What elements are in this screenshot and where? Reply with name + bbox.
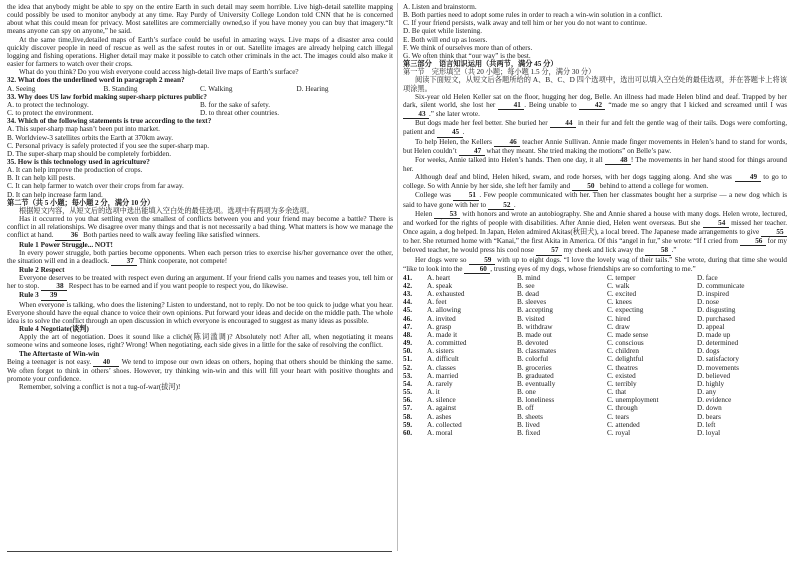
choice-option[interactable]: D. Be quiet while listening. <box>403 27 483 36</box>
answer-choice[interactable]: C. existed <box>607 371 636 380</box>
answer-choice[interactable]: B. mind <box>517 273 541 282</box>
column-divider <box>397 3 398 551</box>
answer-choice[interactable]: D. determined <box>697 339 739 348</box>
answer-choice[interactable]: B. withdraw <box>517 322 553 331</box>
blank-59[interactable]: 59 <box>469 256 495 265</box>
answer-choice[interactable]: A. feet <box>427 298 447 307</box>
answer-row <box>403 290 787 298</box>
answer-number: 41. <box>403 273 412 282</box>
answer-choice[interactable]: A. invited <box>427 314 456 323</box>
rule-1-heading: Rule 1 Power Struggle... NOT! <box>19 240 113 249</box>
blank-56[interactable]: 56 <box>740 237 766 246</box>
blank-42[interactable]: 42 <box>579 101 605 110</box>
passage-paragraph: When everyone is talking, who does the listening? Listen to understand, not to reply. Do not be too quick to judge what you hear. Everyone should have the equal chance to voice their own opinions. Put forward your ideas and decide on the middle path. The whole idea is to solve the conflict through an open discussion in which everyone is encouraged to suggest as many ideas as possible. <box>7 300 393 325</box>
blank-52[interactable]: 52 <box>488 201 514 210</box>
cloze-answer-options <box>403 274 787 437</box>
answer-number: 53. <box>403 371 412 380</box>
answer-choice[interactable]: A. moral <box>427 428 453 437</box>
answer-choice[interactable]: A. grasp <box>427 322 452 331</box>
blank-46[interactable]: 46 <box>494 138 520 147</box>
answer-number: 56. <box>403 396 412 405</box>
choice-option[interactable]: E. Both will end up as losers. <box>403 35 488 44</box>
answer-choice[interactable]: C. children <box>607 347 639 356</box>
blank-49[interactable]: 49 <box>735 173 761 182</box>
answer-choice[interactable]: D. dogs <box>697 347 720 356</box>
passage-paragraph: Remember, solving a conflict is not a tug-of-war(拔河)! <box>19 383 181 392</box>
blank-44[interactable]: 44 <box>550 119 576 128</box>
answer-row <box>403 364 787 372</box>
answer-number: 57. <box>403 404 412 413</box>
answer-row <box>403 282 787 290</box>
option[interactable]: C. Personal privacy is safely protected if you see the super-sharp map. <box>7 141 210 150</box>
blank-37[interactable]: 37 <box>111 257 137 266</box>
option[interactable]: A. This super-sharp map hasn’t been put into market. <box>7 125 160 134</box>
answer-row <box>403 372 787 380</box>
option[interactable]: B. It can help kill pests. <box>7 174 76 183</box>
choice-option[interactable]: F. We think of ourselves more than of others. <box>403 43 533 52</box>
answer-number: 48. <box>403 330 412 339</box>
answer-number: 45. <box>403 306 412 315</box>
answer-choice[interactable]: D. any <box>697 388 717 397</box>
answer-choice[interactable]: A. made it <box>427 330 458 339</box>
answer-row <box>403 315 787 323</box>
question-32: 32. What does the underlined word in paragraph 2 mean? <box>7 76 185 85</box>
option[interactable]: C. Walking <box>200 84 233 93</box>
answer-row <box>403 323 787 331</box>
cloze-paragraph: But dogs made her feel better. She buried her 44 in their fur and felt the gentle wag of their tails. Dogs were comforting, patient and 45 . <box>403 119 787 137</box>
answer-choice[interactable]: D. bears <box>697 412 721 421</box>
answer-choice[interactable]: C. conscious <box>607 339 644 348</box>
answer-choice[interactable]: D. down <box>697 404 722 413</box>
option[interactable]: C. It can help farmer to watch over their crops from far away. <box>7 182 184 191</box>
blank-54[interactable]: 54 <box>703 219 729 228</box>
answer-number: 50. <box>403 347 412 356</box>
answer-choice[interactable]: B. lived <box>517 420 540 429</box>
option[interactable]: B. for the sake of safety. <box>200 100 270 109</box>
answer-choice[interactable]: C. tears <box>607 412 629 421</box>
answer-choice[interactable]: D. evidence <box>697 396 732 405</box>
answer-choice[interactable]: B. dead <box>517 290 539 299</box>
answer-choice[interactable]: A. ashes <box>427 412 452 421</box>
answer-choice[interactable]: C. walk <box>607 282 630 290</box>
answer-number: 52. <box>403 363 412 372</box>
answer-row <box>403 331 787 339</box>
answer-choice[interactable]: B. fixed <box>517 428 541 437</box>
passage-paragraph: Being a teenager is not easy. 40 We tend to impose our own ideas on others, hoping that others should be thinking the same. We often forget to think in others’ shoes. However, try thinking win-win and this will fill your heart with positive thoughts and promote your confidence. <box>7 357 394 384</box>
answer-choice[interactable]: D. satisfactory <box>697 355 739 364</box>
option[interactable]: A. Seeing <box>7 84 36 93</box>
answer-choice[interactable]: D. purchased <box>697 314 735 323</box>
passage-paragraph: Has it occurred to you that settling even the smallest of conflicts between you and your friend may become a battle? There is conflict in all relationships. We disagree over many things and that is not necessarily a bad thing. What matters is how we manage the conflict at hand. 36 Both parties need to walk away feeling like satisfied winners. <box>7 215 393 240</box>
rule-4-heading: Rule 4 Negotiate(谈判) <box>19 325 89 334</box>
answer-choice[interactable]: B. classmates <box>517 347 557 356</box>
answer-number: 59. <box>403 420 412 429</box>
answer-choice[interactable]: C. royal <box>607 428 631 437</box>
answer-choice[interactable]: A. committed <box>427 339 467 348</box>
blank-57[interactable]: 57 <box>536 246 562 255</box>
answer-choice[interactable]: A. speak <box>427 282 453 290</box>
answer-choice[interactable]: B. eventually <box>517 379 556 388</box>
answer-row <box>403 429 787 437</box>
rule-3-heading: Rule 3 39 <box>7 291 393 300</box>
choice-option[interactable]: G. We often think that “our way” is the best. <box>403 51 531 60</box>
answer-choice[interactable]: C. through <box>607 404 638 413</box>
answer-choice[interactable]: A. silence <box>427 396 456 405</box>
passage-paragraph: Apply the art of negotiation. Does it sound like a cliché(陈词滥调)? Absolutely not! After all, when negotiating it means someone wins and someone loses, right? Wrong! When negotiating, each side gives in a little for the sake of resolving the conflict. <box>7 333 393 350</box>
blank-53[interactable]: 53 <box>434 210 460 219</box>
question-35: 35. How is this technology used in agriculture? <box>7 157 150 166</box>
passage-paragraph: In every power struggle, both parties become opponents. When each person tries to exercise his/her governance over the other, the situation will end in a deadlock. 37 Think cooperate, not compete! <box>7 248 393 265</box>
answer-choice[interactable]: B. devoted <box>517 339 549 348</box>
answer-choice[interactable]: D. communicate <box>697 282 745 290</box>
answer-choice[interactable]: D. believed <box>697 371 731 380</box>
left-column <box>7 3 393 391</box>
blank-47[interactable]: 47 <box>459 147 485 156</box>
cloze-paragraph: To help Helen, the Kellers 46 teacher Annie Sullivan. Annie made finger movements in Helen’s hand to stand for words, but Helen couldn’t 47 what they meant. She tried making the motions” on Belle’s paw. <box>403 137 787 155</box>
answer-choice[interactable]: D. left <box>697 420 716 429</box>
answer-row <box>403 274 787 282</box>
answer-row <box>403 404 787 412</box>
choice-option[interactable]: C. If your friend persists, walk away and tell him or her you do not want to continue. <box>403 19 647 28</box>
answer-choice[interactable]: A. heart <box>427 273 451 282</box>
option[interactable]: A. to protect the technology. <box>7 100 89 109</box>
section-2-title: 第二节（共 5 小题；每小题 2 分，满分 10 分） <box>7 198 155 207</box>
blank-55[interactable]: 55 <box>761 228 787 237</box>
blank-45[interactable]: 45 <box>437 128 463 137</box>
cloze-paragraph: College was 51 . Few people communicated with her. Then her classmates bought her a surprise — a new dog which is said to have gone with her to 52 . <box>403 191 787 209</box>
answer-number: 55. <box>403 388 412 397</box>
answer-choice[interactable]: D. loyal <box>697 428 721 437</box>
answer-choice[interactable]: A. rarely <box>427 379 453 388</box>
answer-choice[interactable]: B. loneliness <box>517 396 555 405</box>
answer-choice[interactable]: B. accepting <box>517 306 553 315</box>
answer-row <box>403 306 787 314</box>
answer-row <box>403 421 787 429</box>
cloze-paragraph: Her dogs were so 59 with up to eight dogs. “I love the lovely wag of their tails.” She wrote, during that time she would “like to look into the 60 , trusting eyes of my dogs, whose friendships are so comforting to me.” <box>403 255 787 273</box>
answer-choice[interactable]: C. temper <box>607 273 636 282</box>
answer-number: 47. <box>403 322 412 331</box>
answer-choice[interactable]: A. married <box>427 371 459 380</box>
answer-row <box>403 396 787 404</box>
answer-choice[interactable]: B. one <box>517 388 536 397</box>
answer-choice[interactable]: B. colorful <box>517 355 549 364</box>
answer-choice[interactable]: D. disgusting <box>697 306 736 315</box>
answer-choice[interactable]: A. collected <box>427 420 462 429</box>
answer-choice[interactable]: C. excited <box>607 290 637 299</box>
right-column <box>403 3 787 437</box>
question-33: 33. Why does US law forbid making super-sharp pictures public? <box>7 92 207 101</box>
blank-39[interactable]: 39 <box>41 291 67 300</box>
blank-38[interactable]: 38 <box>41 282 67 291</box>
answer-choice[interactable]: B. visited <box>517 314 545 323</box>
blank-48[interactable]: 48 <box>605 156 631 165</box>
blank-40[interactable]: 40 <box>93 358 119 367</box>
answer-choice[interactable]: B. off <box>517 404 534 413</box>
answer-choice[interactable]: C. made sense <box>607 330 649 339</box>
option[interactable]: D. Hearing <box>296 84 329 93</box>
answer-choice[interactable]: C. terribly <box>607 379 637 388</box>
answer-choice[interactable]: A. sisters <box>427 347 454 356</box>
section-2-instructions: 根据短文内容，从短文后的选项中选出能填入空白处的最佳选项。选项中有两项为多余选项。 <box>19 206 314 215</box>
answer-number: 43. <box>403 290 412 299</box>
answer-number: 42. <box>403 282 412 290</box>
option[interactable]: D. to threat other countries. <box>200 109 280 118</box>
answer-row <box>403 388 787 396</box>
answer-number: 54. <box>403 379 412 388</box>
question-33-options <box>7 101 393 117</box>
question-32-options <box>7 85 393 93</box>
answer-choice[interactable]: A. allowing <box>427 306 461 315</box>
answer-choice[interactable]: B. graduated <box>517 371 554 380</box>
option[interactable]: B. Worldview-3 satellites orbits the Earth at 370km away. <box>7 133 174 142</box>
option[interactable]: B. Standing <box>103 84 138 93</box>
answer-choice[interactable]: D. face <box>697 273 718 282</box>
blank-60[interactable]: 60 <box>464 265 490 274</box>
section-1-title: 第一节 完形填空（共 20 小题；每小题 1.5 分，满分 30 分） <box>403 68 596 77</box>
answer-choice[interactable]: A. difficult <box>427 355 459 364</box>
answer-choice[interactable]: C. theatres <box>607 363 638 372</box>
answer-choice[interactable]: B. sleeves <box>517 298 547 307</box>
answer-choice[interactable]: D. highly <box>697 379 725 388</box>
answer-choice[interactable]: B. groceries <box>517 363 552 372</box>
answer-number: 46. <box>403 314 412 323</box>
answer-choice[interactable]: C. that <box>607 388 627 397</box>
passage-paragraph: At the same time,live,detailed maps of Earth’s surface could be useful in amazing ways. Live maps of a disaster area could quickly discover people in need of rescue as well as the safest routes in or out. Satellite images are already helping catch illegal logging and fishing operations. Higher detail may make it possible to catch other criminals in the act. The images could also make it easier for farmers to watch over their crops. <box>7 35 393 69</box>
question-34: 34. Which of the following statements is true according to the text? <box>7 117 212 126</box>
answer-choice[interactable]: D. movements <box>697 363 739 372</box>
answer-choice[interactable]: D. nose <box>697 298 719 307</box>
cloze-paragraph: Helen 53 with honors and wrote an autobiography. She and Annie shared a house with many dogs. Helen wrote, lectured, and worked for the rights of people with disabilities. After Annie died, Helen went overseas. But she 54 missed her teacher. Once again, a dog helped. In Japan, Helen admired Akitas(秋田犬), a local breed. The Japanese made arrangements to give 55 to her. She returned home with “Kanai,” the first Akita in America. Of this “angel in fur,” she wrote: “If I cried from 56 for my beloved teacher, he would press his cool nose 57 my cheek and lick away the 58 .” <box>403 209 788 255</box>
option[interactable]: D. It can help increase farm land. <box>7 190 103 199</box>
cloze-paragraph: Although deaf and blind, Helen hiked, swam, and rode horses, with her dogs tagging along. And she was 49 to go to college. So with Annie by her side, she left her family and 50 behind to attend a college for women. <box>403 173 787 191</box>
answer-number: 44. <box>403 298 412 307</box>
answer-row <box>403 347 787 355</box>
section-1-instructions: 阅读下面短文，从短文后各题所给的 A、B、C、D 四个选项中，选出可以填入空白处的最佳选项，并在答题卡上将该项涂黑。 <box>403 76 787 93</box>
answer-choice[interactable]: C. draw <box>607 322 630 331</box>
blank-58[interactable]: 58 <box>645 246 671 255</box>
answer-number: 51. <box>403 355 412 364</box>
option[interactable]: D. The super-sharp map should be completely forbidden. <box>7 149 171 158</box>
passage-paragraph: What do you think? Do you wish everyone could access high-detail live maps of Earth’s surface? <box>19 68 299 77</box>
footer-rule <box>7 551 392 552</box>
answer-number: 49. <box>403 339 412 348</box>
option[interactable]: A. It can help improve the production of crops. <box>7 166 143 175</box>
cloze-paragraph: For weeks, Annie talked into Helen’s hands. Then one day, it all 48 ! The movements in her hand stood for things around her. <box>403 155 788 173</box>
blank-50[interactable]: 50 <box>572 182 598 191</box>
part-3-title: 第三部分 语言知识运用（共两节，满分 45 分） <box>403 60 558 69</box>
answer-row <box>403 380 787 388</box>
passage-paragraph: Everyone deserves to be treated with respect even during an argument. If your friend calls you names and teases you, tell him or her to stop. 38 Respect has to be earned and if you want people to respect you, do likewise. <box>7 274 393 291</box>
aftertaste-heading: The Aftertaste of Win-win <box>19 349 100 358</box>
answer-row <box>403 355 787 363</box>
blank-43[interactable]: 43 <box>403 110 429 119</box>
answer-choice[interactable]: C. delightful <box>607 355 644 364</box>
cloze-paragraph: Six-year old Helen Keller sat on the floor, hugging her dog, Belle. An illness had made Helen blind and deaf. Trapped by her dark, silent world, she lost her 41 . Being unable to 42 “made me so angry that I kicked and screamed until I was 43 .” she later wrote. <box>403 92 788 119</box>
answer-choice[interactable]: D. appeal <box>697 322 725 331</box>
answer-number: 60. <box>403 428 412 437</box>
answer-number: 58. <box>403 412 412 421</box>
answer-choice[interactable]: C. attended <box>607 420 640 429</box>
answer-choice[interactable]: A. against <box>427 404 457 413</box>
option[interactable]: C. to protect the environment. <box>7 109 94 118</box>
choice-option[interactable]: B. Both parties need to adopt some rules in order to reach a win-win solution in a conflict. <box>403 11 663 20</box>
answer-choice[interactable]: C. knees <box>607 298 632 307</box>
answer-choice[interactable]: A. it <box>427 388 440 397</box>
answer-choice[interactable]: C. expecting <box>607 306 644 315</box>
answer-choice[interactable]: A. classes <box>427 363 456 372</box>
blank-51[interactable]: 51 <box>453 191 479 200</box>
rule-2-heading: Rule 2 Respect <box>19 266 65 274</box>
answer-choice[interactable]: C. hired <box>607 314 631 323</box>
answer-choice[interactable]: B. see <box>517 282 535 290</box>
answer-choice[interactable]: B. made out <box>517 330 552 339</box>
passage-paragraph: the idea that anybody might be able to spy on the entire Earth in such detail may seem horrible. Live high-detail satellite mapping could possibly be used to monitor anybody at any time. Ray Purdy of University College London told CNN that he is concerned about what this could mean for privacy. Most satellites are commercially owned,so if you have money you can buy that imagery.“It means anyone can spy on anyone,” he said. <box>7 3 393 36</box>
blank-41[interactable]: 41 <box>498 101 524 110</box>
blank-36[interactable]: 36 <box>55 231 81 240</box>
answer-row <box>403 339 787 347</box>
answer-choice[interactable]: A. exhausted <box>427 290 465 299</box>
answer-choice[interactable]: D. inspired <box>697 290 729 299</box>
answer-choice[interactable]: C. unemployment <box>607 396 659 405</box>
answer-row <box>403 413 787 421</box>
answer-choice[interactable]: D. made up <box>697 330 731 339</box>
choice-option[interactable]: A. Listen and brainstorm. <box>403 3 477 11</box>
answer-choice[interactable]: B. sheets <box>517 412 543 421</box>
answer-row <box>403 298 787 306</box>
